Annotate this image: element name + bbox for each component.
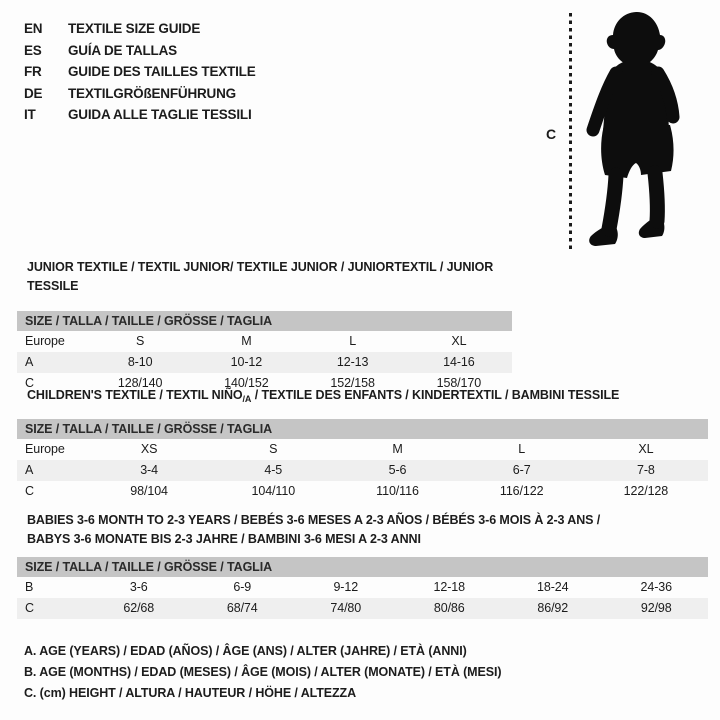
language-row xyxy=(24,40,256,62)
language-code: EN xyxy=(24,21,43,36)
cell-value: 158/170 xyxy=(436,376,482,390)
language-title: GUIDA ALLE TAGLIE TESSILI xyxy=(68,107,252,122)
table-row xyxy=(17,460,708,481)
section-title xyxy=(17,258,512,296)
row-label: C xyxy=(25,376,34,390)
section-title-text: JUNIOR TEXTILE / TEXTIL JUNIOR/ TEXTILE JUNIOR / JUNIORTEXTIL / JUNIOR TESSILE xyxy=(27,260,494,293)
size-header-bar: SIZE / TALLA / TAILLE / GRÖSSE / TAGLIA xyxy=(17,419,708,439)
note-line: A. AGE (YEARS) / EDAD (AÑOS) / ÂGE (ANS) / ALTER (JAHRE) / ETÀ (ANNI) xyxy=(24,644,467,658)
cell-value: 98/104 xyxy=(130,484,168,498)
cell-value: 18-24 xyxy=(537,580,569,594)
size-table-section xyxy=(17,386,708,502)
size-header-bar: SIZE / TALLA / TAILLE / GRÖSSE / TAGLIA xyxy=(17,311,512,331)
cell-value: 116/122 xyxy=(499,484,544,498)
cell-value: 14-16 xyxy=(443,355,475,369)
cell-value: S xyxy=(136,334,145,348)
section-title xyxy=(17,511,708,549)
language-code: IT xyxy=(24,107,36,122)
language-code: FR xyxy=(24,64,42,79)
language-title: TEXTILE SIZE GUIDE xyxy=(68,21,201,36)
row-label: C xyxy=(25,601,34,615)
language-row xyxy=(24,61,256,83)
cell-value: 152/158 xyxy=(330,376,375,390)
section-title-text: / TEXTILE DES ENFANTS / KINDERTEXTIL / BAMBINI TESSILE xyxy=(251,388,620,402)
language-row xyxy=(24,104,256,126)
cell-value: 68/74 xyxy=(226,601,258,615)
cell-value: 8-10 xyxy=(127,355,153,369)
cell-value: 86/92 xyxy=(537,601,569,615)
toddler-silhouette-svg xyxy=(576,6,688,252)
size-table-section xyxy=(17,511,708,619)
section-title-text: BABYS 3-6 MONATE BIS 2-3 JAHRE / BAMBINI 3-6 MESI A 2-3 ANNI xyxy=(27,532,421,546)
row-label: B xyxy=(25,580,34,594)
cell-value: 122/128 xyxy=(623,484,669,498)
language-row xyxy=(24,83,256,105)
language-title: TEXTILGRÖßENFÜHRUNG xyxy=(68,85,236,101)
cell-value: 24-36 xyxy=(640,580,672,594)
cell-value: 12-13 xyxy=(336,355,369,369)
section-title-line xyxy=(27,511,708,530)
section-title xyxy=(17,386,708,409)
table-row xyxy=(17,481,708,502)
cell-value: XL xyxy=(451,334,467,348)
cell-value: 74/80 xyxy=(330,601,362,615)
row-label: A xyxy=(25,463,34,477)
note-line: B. AGE (MONTHS) / EDAD (MESES) / ÂGE (MOIS) / ALTER (MONATE) / ETÀ (MESI) xyxy=(24,665,502,679)
cell-value: 4-5 xyxy=(264,463,283,477)
cell-value: 5-6 xyxy=(388,463,407,477)
cell-value: 3-6 xyxy=(129,580,148,594)
table-row xyxy=(17,439,708,460)
cell-value: XS xyxy=(140,442,158,456)
cell-value: M xyxy=(241,334,252,348)
cell-value: 104/110 xyxy=(251,484,296,498)
cell-value: L xyxy=(518,442,526,456)
cell-value: 10-12 xyxy=(230,355,263,369)
section-title-line xyxy=(27,386,708,409)
cell-value: XL xyxy=(638,442,654,456)
table-row xyxy=(17,577,708,598)
cell-value: M xyxy=(392,442,403,456)
legend-notes xyxy=(24,641,501,704)
table-row xyxy=(17,352,512,373)
cell-value: 128/140 xyxy=(117,376,163,390)
cell-value: 3-4 xyxy=(140,463,158,477)
cell-value: 6-9 xyxy=(233,580,252,594)
cell-value: S xyxy=(269,442,278,456)
cell-value: L xyxy=(349,334,357,348)
language-code: DE xyxy=(24,85,43,101)
cell-value: 9-12 xyxy=(333,580,359,594)
language-title: GUIDE DES TAILLES TEXTILE xyxy=(68,64,256,79)
cell-value: 80/86 xyxy=(433,601,465,615)
language-code: ES xyxy=(24,42,42,58)
note-line: C. (cm) HEIGHT / ALTURA / HAUTEUR / HÖHE / ALTEZZA xyxy=(24,686,357,700)
cell-value: 110/116 xyxy=(376,484,419,498)
section-title-line xyxy=(27,258,512,296)
table-row xyxy=(17,598,708,619)
row-label: C xyxy=(25,484,34,498)
size-header-bar: SIZE / TALLA / TAILLE / GRÖSSE / TAGLIA xyxy=(17,557,708,577)
language-row xyxy=(24,18,256,40)
cell-value: 7-8 xyxy=(637,463,655,477)
height-measure-dotted-line xyxy=(569,13,572,250)
cell-value: 6-7 xyxy=(512,463,531,477)
section-title-text: /A xyxy=(242,394,252,404)
row-label: A xyxy=(25,355,34,369)
section-title-text: CHILDREN'S TEXTILE / TEXTIL NIÑO xyxy=(27,388,243,402)
cell-value: 140/152 xyxy=(224,376,269,390)
cell-value: 62/68 xyxy=(123,601,155,615)
row-label: Europe xyxy=(25,334,65,348)
language-title: GUÍA DE TALLAS xyxy=(68,42,177,58)
cell-value: 92/98 xyxy=(640,601,672,615)
size-table-section xyxy=(17,258,512,394)
section-title-text: BABIES 3-6 MONTH TO 2-3 YEARS / BEBÉS 3-6 MESES A 2-3 AÑOS / BÉBÉS 3-6 MOIS À 2-3 ANS / xyxy=(27,513,601,527)
language-title-list xyxy=(24,18,256,126)
section-title-line xyxy=(27,530,708,549)
row-label: Europe xyxy=(25,442,65,456)
toddler-silhouette-icon xyxy=(576,6,688,252)
table-row xyxy=(17,331,512,352)
cell-value: 12-18 xyxy=(433,580,465,594)
height-dimension-label: C xyxy=(546,126,557,142)
